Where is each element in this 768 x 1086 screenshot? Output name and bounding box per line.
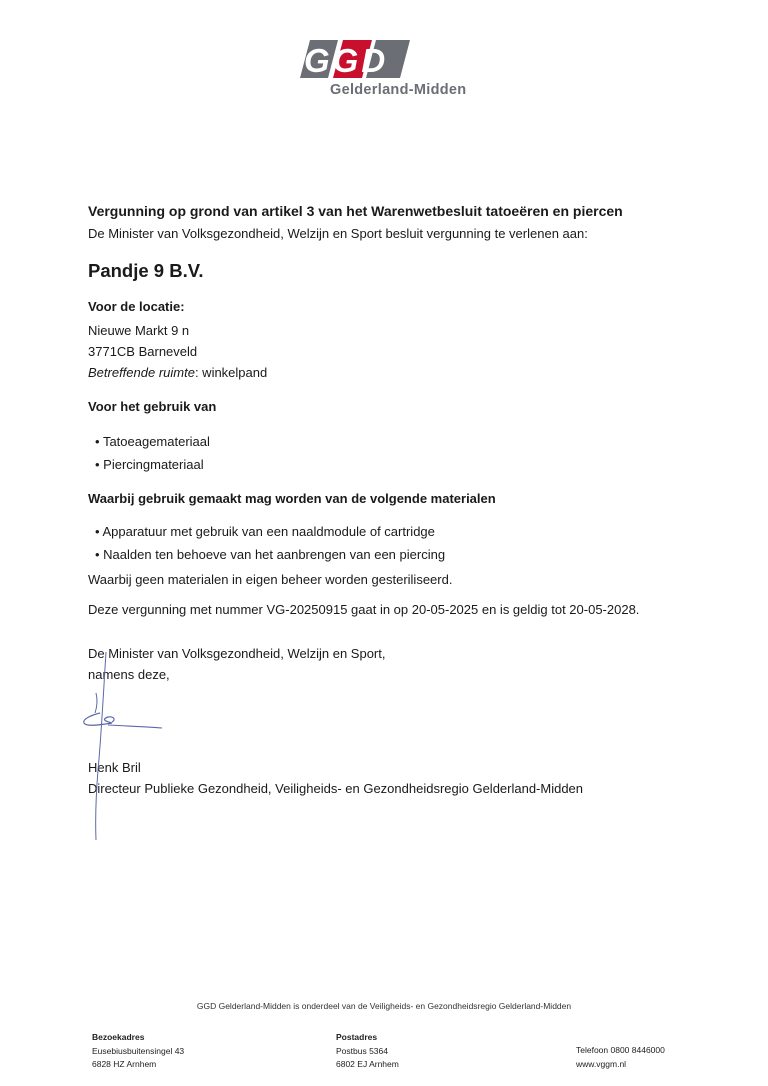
post-heading: Postadres xyxy=(336,1032,378,1042)
document-title: Vergunning op grond van artikel 3 van het Warenwetbesluit tatoeëren en piercen xyxy=(88,203,623,219)
list-item: • Apparatuur met gebruik van een naaldmodule of cartridge xyxy=(95,524,435,539)
location-heading: Voor de locatie: xyxy=(88,299,185,314)
post-box: Postbus 5364 xyxy=(336,1045,388,1056)
contact-info xyxy=(576,1044,665,1071)
materials-list xyxy=(88,521,728,566)
logo-subtitle: Gelderland-Midden xyxy=(330,82,467,98)
website-link[interactable]: www.vggm.nl xyxy=(576,1058,627,1069)
intro-text: De Minister van Volksgezondheid, Welzijn en Sport besluit vergunning te verlenen aan: xyxy=(88,226,588,241)
visit-heading: Bezoekadres xyxy=(92,1032,145,1042)
permit-body xyxy=(88,201,728,799)
footer-note: GGD Gelderland-Midden is onderdeel van de Veiligheids- en Gezondheidsregio Gelderland-Midden xyxy=(196,1001,572,1011)
room-value: : winkelpand xyxy=(194,365,268,380)
list-item: • Piercingmateriaal xyxy=(95,456,204,472)
signature-scribble xyxy=(78,685,188,755)
signatory-name: Henk Bril xyxy=(88,760,141,775)
address-street: Nieuwe Markt 9 n xyxy=(88,323,190,338)
logo-letters: GGD xyxy=(304,42,389,79)
materials-heading: Waarbij gebruik gemaakt mag worden van de volgende materialen xyxy=(88,491,496,506)
visit-address xyxy=(92,1031,184,1072)
handwritten-signature xyxy=(88,685,728,757)
ggd-logo-mark xyxy=(300,40,415,80)
address-city: 3771CB Barneveld xyxy=(88,344,198,359)
minister-line: De Minister van Volksgezondheid, Welzijn en Sport, xyxy=(88,646,386,661)
sterilisation-note: Waarbij geen materialen in eigen beheer worden gesteriliseerd. xyxy=(88,572,453,587)
company-name: Pandje 9 B.V. xyxy=(88,260,204,281)
signature-block xyxy=(88,643,728,799)
use-heading: Voor het gebruik van xyxy=(88,399,217,414)
validity-statement: Deze vergunning met nummer VG-20250915 gaat in op 20-05-2025 en is geldig tot 20-05-2028. xyxy=(88,602,640,617)
phone-number: Telefoon 0800 8446000 xyxy=(576,1045,665,1055)
on-behalf-line: namens deze, xyxy=(88,667,170,682)
signatory-function: Directeur Publieke Gezondheid, Veiligheids- en Gezondheidsregio Gelderland-Midden xyxy=(88,781,584,796)
visit-city: 6828 HZ Arnhem xyxy=(92,1059,157,1069)
visit-street: Eusebiusbuitensingel 43 xyxy=(92,1045,185,1056)
postal-address xyxy=(336,1031,399,1072)
room-label: Betreffende ruimte xyxy=(88,365,195,380)
list-item: • Tatoeagemateriaal xyxy=(95,434,210,449)
ggd-logo xyxy=(300,40,490,104)
room-line xyxy=(88,362,728,383)
list-item: • Naalden ten behoeve van het aanbrengen van een piercing xyxy=(95,546,446,562)
post-city: 6802 EJ Arnhem xyxy=(336,1059,399,1069)
use-list xyxy=(88,431,728,476)
